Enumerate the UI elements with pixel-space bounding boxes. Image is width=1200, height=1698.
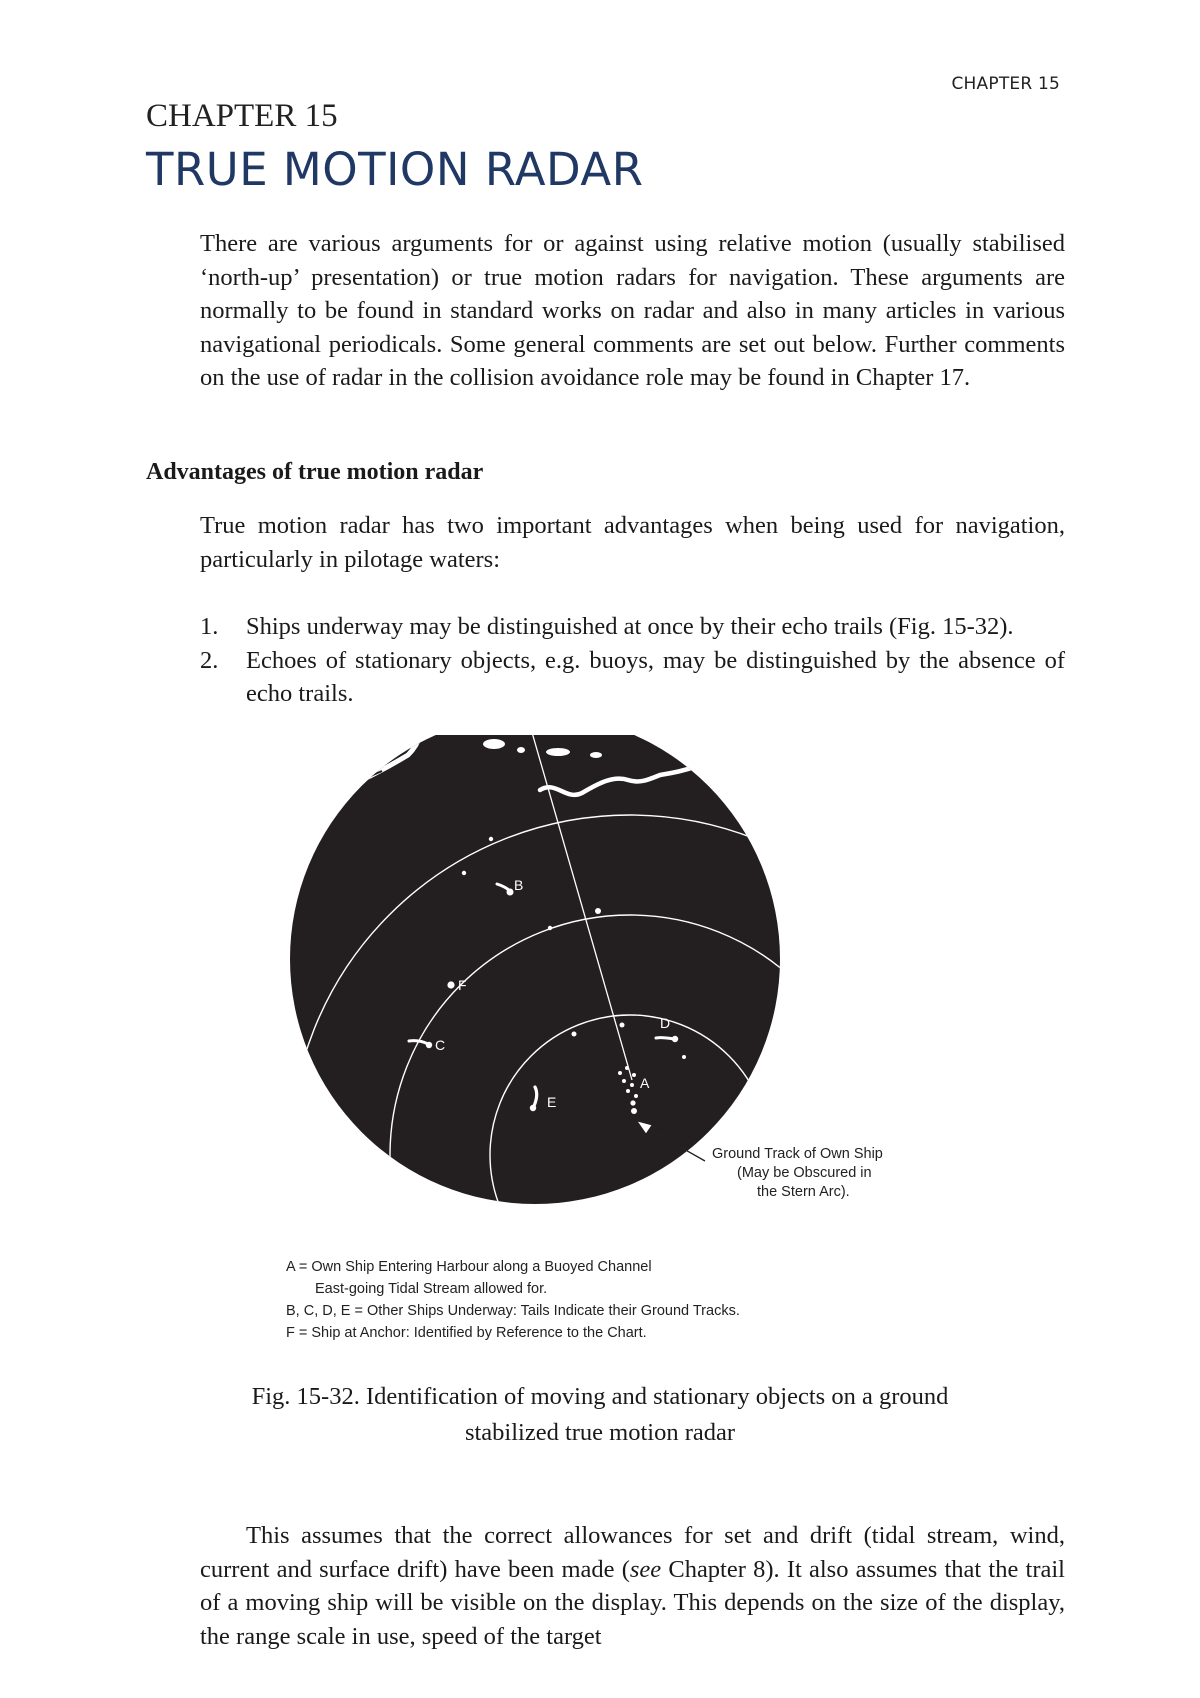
ship-d-echo [672,1036,678,1042]
advantages-paragraph: True motion radar has two important advantages when being used for navigation, particularly in pilotage waters: [200,512,1065,573]
land-echo [590,752,602,758]
chapter-label: CHAPTER 15 [146,98,338,134]
stationary-echo [489,837,493,841]
label-d: D [660,1015,671,1031]
label-c: C [435,1037,446,1053]
label-b: B [514,877,524,893]
land-echo [546,748,570,756]
stationary-echo [620,1023,625,1028]
radar-scope [290,735,780,1204]
ship-f-echo [447,981,454,988]
legend-line-a-cont: East-going Tidal Stream allowed for. [315,1281,548,1297]
label-e: E [547,1094,557,1110]
legend-line-f: F = Ship at Anchor: Identified by Reference to the Chart. [286,1325,647,1341]
ground-track-label-line2: (May be Obscured in [737,1165,872,1181]
ship-d-trail [656,1038,674,1039]
legend-line-a: A = Own Ship Entering Harbour along a Buoyed Channel [286,1259,652,1275]
final-text-start: This assumes that the correct allowances for set and drift (tidal stream, wind, current and surface drift) have been made ( [200,1522,1065,1583]
list-item-text: Ships underway may be distinguished at once by their echo trails (Fig. 15-32). [246,613,1014,640]
intro-paragraph: There are various arguments for or against using relative motion (usually stabilised ‘north-up’ presentation) or true motion radars for navigation. These arguments are normally to be found in standard works on radar and also in many articles in various navigational periodicals. Some general comments are set out below. Further comments on the use of radar in the collision avoidance role may be found in Chapter 17. [200,230,1065,391]
advantages-list [200,610,1065,711]
list-item-number: 2. [200,646,219,674]
section-heading: Advantages of true motion radar [146,459,484,485]
radar-diagram [0,735,1200,1355]
stationary-echo [548,926,552,930]
chapter-title: TRUE MOTION RADAR [146,143,644,196]
caption-line-1: Fig. 15-32. Identification of moving and stationary objects on a ground [251,1383,949,1410]
figure-caption [150,1379,1050,1451]
label-f: F [458,977,467,993]
ground-track-label-line1: Ground Track of Own Ship [712,1146,883,1162]
legend-line-bcde: B, C, D, E = Other Ships Underway: Tails Indicate their Ground Tracks. [286,1303,740,1319]
running-header: CHAPTER 15 [951,74,1060,94]
list-item-text: Echoes of stationary objects, e.g. buoys, may be distinguished by the absence of echo trails. [246,646,1065,707]
final-paragraph [200,1519,1065,1653]
ground-track-label-line3: the Stern Arc). [757,1184,850,1200]
label-a: A [640,1075,650,1091]
final-text-end: Chapter 8). It also assumes that the trail of a moving ship will be visible on the display. This depends on the size of the display, the range scale in use, speed of the target [200,1555,1065,1650]
radar-figure [0,735,1200,1355]
ship-b-echo [507,889,514,896]
ship-c-echo [426,1042,432,1048]
stationary-echo [572,1032,577,1037]
list-item-number: 1. [200,613,219,640]
land-echo [517,747,525,753]
stationary-echo [595,908,601,914]
ship-e-echo [530,1105,536,1111]
caption-line-2: stabilized true motion radar [464,1419,736,1446]
list-item [200,610,1065,644]
stationary-echo [462,871,466,875]
stationary-echo [682,1055,686,1059]
final-text-italic: see [629,1555,662,1583]
list-item [200,644,1065,711]
land-echo [483,739,505,749]
